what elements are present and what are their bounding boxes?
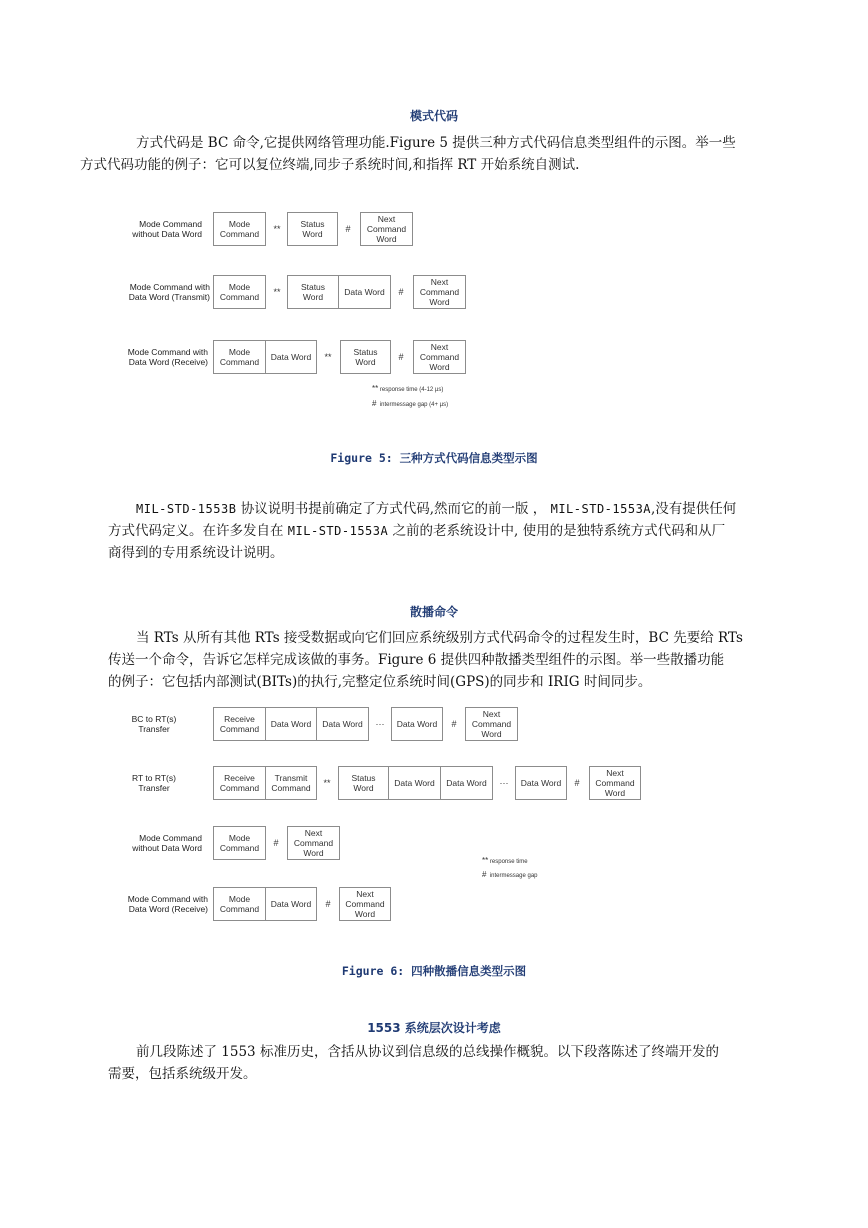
fig6-gap-mark: # xyxy=(325,899,331,909)
fig5-row3-label: Mode Command with Data Word (Receive) xyxy=(127,347,208,367)
section3-paragraph: 前几段陈述了 1553 标准历史，含括从协议到信息级的总线操作概貌。以下段落陈述了终端开发的 需要，包括系统级开发。 xyxy=(108,1044,719,1082)
fig6-receive-command-box: Receive Command xyxy=(213,766,266,800)
section2-paragraph: 当 RTs 从所有其他 RTs 接受数据或向它们回应系统级别方式代码命令的过程发生时，BC 先要给 RTs 传送一个命令，告诉它怎样完成该做的事务。Figure 6 提供四种散播类型组件的示图。举一些散播功能 的例子：它包括内部测试(BITs)的执行,完整定位系统时间(GPS)的同步和 IRIG 时间同步。 xyxy=(108,630,743,690)
fig5-gap-mark: # xyxy=(345,224,351,234)
fig6-row3-label: Mode Command without Data Word xyxy=(132,833,202,853)
fig6-data-word-box: Data Word xyxy=(265,707,317,741)
fig6-gap-mark: # xyxy=(574,778,580,788)
fig5-legend-gap: # intermessage gap (4+ µs) xyxy=(372,399,449,408)
fig6-legend-response: ** response time xyxy=(482,856,528,865)
fig5-row2-label: Mode Command with Data Word (Transmit) xyxy=(128,282,210,302)
section1-paragraph xyxy=(80,132,764,176)
figure-5-caption: Figure 5: 三种方式代码信息类型示图 xyxy=(330,451,538,465)
fig6-response-mark: ** xyxy=(323,778,331,788)
fig6-row4-label: Mode Command with Data Word (Receive) xyxy=(127,894,208,914)
fig6-mode-command-box: Mode Command xyxy=(213,826,266,860)
fig5-gap-mark: # xyxy=(398,287,404,297)
fig5-status-word-box: Status Word xyxy=(287,275,339,309)
fig6-ellipsis: ··· xyxy=(499,778,509,788)
fig5-mode-command-box: Mode Command xyxy=(213,340,266,374)
fig5-next-command-box: Next Command Word xyxy=(360,212,413,246)
fig5-next-command-box: Next Command Word xyxy=(413,275,466,309)
fig6-data-word-box: Data Word xyxy=(265,887,317,921)
fig6-gap-mark: # xyxy=(451,719,457,729)
fig6-next-command-box: Next Command Word xyxy=(465,707,518,741)
section-heading-broadcast: 散播命令 xyxy=(409,605,458,619)
fig6-transmit-command-box: Transmit Command xyxy=(265,766,317,800)
fig6-data-word-box: Data Word xyxy=(440,766,493,800)
fig6-mode-command-box: Mode Command xyxy=(213,887,266,921)
section1-line1: 方式代码是 BC 命令,它提供网络管理功能.Figure 5 提供三种方式代码信息类型组件的示图。举一些 xyxy=(136,135,736,151)
fig5-next-command-box: Next Command Word xyxy=(413,340,466,374)
fig5-response-mark: ** xyxy=(273,224,281,234)
paragraph-mil-std: MIL-STD-1553B 协议说明书提前确定了方式代码,然而它的前一版 ， MIL-STD-1553A,没有提供任何 方式代码定义。在许多发自在 MIL-STD-1553A 之前的老系统设计中, 使用的是独特系统方式代码和从厂 商得到的专用系统设计说明。 xyxy=(108,501,737,561)
fig5-status-word-box: Status Word xyxy=(340,340,391,374)
fig5-row1-label: Mode Command without Data Word xyxy=(132,219,202,239)
fig5-data-word-box: Data Word xyxy=(265,340,317,374)
fig5-status-word-box: Status Word xyxy=(287,212,338,246)
fig5-gap-mark: # xyxy=(398,352,404,362)
fig5-mode-command-box: Mode Command xyxy=(213,212,266,246)
section-heading-mode-code: 模式代码 xyxy=(409,109,458,123)
fig6-row2-label: RT to RT(s) Transfer xyxy=(132,773,176,793)
fig6-data-word-box: Data Word xyxy=(316,707,369,741)
fig6-data-word-box: Data Word xyxy=(391,707,443,741)
fig6-receive-command-box: Receive Command xyxy=(213,707,266,741)
fig6-gap-mark: # xyxy=(273,838,279,848)
fig6-next-command-box: Next Command Word xyxy=(339,887,391,921)
fig6-data-word-box: Data Word xyxy=(388,766,441,800)
fig6-data-word-box: Data Word xyxy=(515,766,567,800)
fig6-legend-gap: # intermessage gap xyxy=(482,870,538,879)
fig6-next-command-box: Next Command Word xyxy=(589,766,641,800)
figure-6-caption: Figure 6: 四种散播信息类型示图 xyxy=(341,964,527,978)
fig5-mode-command-box: Mode Command xyxy=(213,275,266,309)
fig6-status-word-box: Status Word xyxy=(338,766,389,800)
fig5-response-mark: ** xyxy=(273,287,281,297)
fig5-legend-response: ** response time (4-12 µs) xyxy=(372,384,444,393)
section1-line2: 方式代码功能的例子：它可以复位终端,同步子系统时间,和指挥 RT 开始系统自测试. xyxy=(80,157,580,173)
section-heading-system-design: 1553 系统层次设计考虑 xyxy=(367,1021,501,1035)
fig5-data-word-box: Data Word xyxy=(338,275,391,309)
fig5-response-mark: ** xyxy=(324,352,332,362)
fig6-row1-label: BC to RT(s) Transfer xyxy=(131,714,177,734)
fig6-next-command-box: Next Command Word xyxy=(287,826,340,860)
fig6-ellipsis: ··· xyxy=(375,719,385,729)
